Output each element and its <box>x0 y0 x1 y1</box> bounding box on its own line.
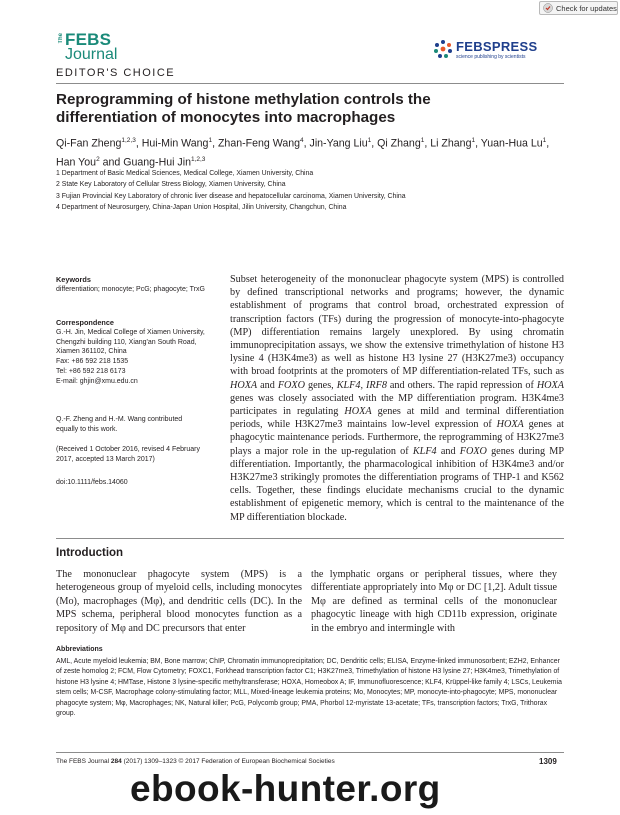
author-separator: , <box>475 137 481 150</box>
history-block <box>56 445 206 465</box>
author-list <box>56 133 566 171</box>
logo-the: The <box>58 33 64 44</box>
abbreviations-text: AML, Acute myeloid leukemia; BM, Bone marrow; ChIP, Chromatin immunoprecipitation; DC, Dendritic cells; ELISA, Enzyme-linked immunosorbent; EZH2, Enhancer of zeste homolog 2; FCM, Flow Cytometry; FOXC1, Forkhead transcription factor C1; H3K27me3, Trimethylation of histone H3 lysine 27; H3K4me3, Trimethylation of histone H3 lysine 4; HMTase, Histone 3 lysine-specific methyltransferase; HOXA, Homeobox A; IF, Immunofluorescence; KLF4, Krüppel-like family 4; LSCs, Leukemia stem cells; M-CSF, Macrophage colony-stimulating factor; MLL, Mixed-lineage leukemia proteins; Mo, Monocytes; MP, monocyte-into-phagocyte; MPS, mononuclear phagocyte system; Mφ, Macrophages; NK, Natural killer; PcG, Polycomb group; PMA, Phorbol 12-myristate 13-acetate; TFs, transcription factors; TrxG, Trithorax group. <box>56 658 562 718</box>
gene-name: FOXO <box>459 445 487 457</box>
keywords-block <box>56 275 206 295</box>
correspondence-email[interactable]: E-mail: ghjin@xmu.edu.cn <box>56 377 138 385</box>
author-name: Qi-Fan Zheng <box>56 137 122 150</box>
abbreviations-heading: Abbreviations <box>56 646 103 653</box>
logo-febs: FEBS <box>65 30 112 49</box>
footer-journal: The FEBS Journal <box>56 758 111 765</box>
author-affiliation-marker: 2 <box>96 156 100 164</box>
author-separator: , <box>303 137 310 150</box>
abstract-text: genes during MP differentiation. Importantly, the pharmacological inhibition of H3K4me3 and/or H3K27me3 strikingly promotes the differentiation programs of THP-1 and K562 cells. Together, these findings elucidate mechanisms crucial to the dynamic establishment of epigenetic memory, which is central to the maintenance of the MP differentiation blockade. <box>230 445 564 523</box>
febs-press-tagline: science publishing by scientists <box>456 54 526 60</box>
affiliations <box>56 168 566 214</box>
gene-name: HOXA <box>230 379 258 391</box>
keywords-text: differentiation; monocyte; PcG; phagocyte; TrxG <box>56 285 205 293</box>
history-text: (Received 1 October 2016, revised 4 February 2017, accepted 13 March 2017) <box>56 446 200 463</box>
gene-name: HOXA <box>496 419 524 431</box>
gene-name: KLF4, IRF8 <box>336 379 387 391</box>
abstract-text: genes at phagocytic maintenance periods. Furthermore, the reprogramming of H3K27me3 plays a major role in the up-regulation of <box>230 419 564 457</box>
equal-contribution-text: Q.-F. Zheng and H.-M. Wang contributed equally to this work. <box>56 416 183 433</box>
footer-citation <box>56 758 335 765</box>
check-for-updates-button[interactable] <box>539 1 618 15</box>
author-affiliation-marker: 4 <box>300 137 304 144</box>
author-separator: , <box>546 137 550 150</box>
abstract-text: Subset heterogeneity of the mononuclear phagocyte system (MPS) is controlled by defined transcriptional networks and programs; however, the dynamic establishment of programs that control broad, orchestrated expression of transcription factors (TFs) during the progression of monocyte-into-phagocyte (MP) differentiation remains largely unexplored. By using chromatin immunoprecipitation assays, we show the extensive trimethylation of histone H3 lysine 4 (H3K4me3) as well as histone H3 lysine 27 (H3K27me3) occupancy with broad footprints at the promoters of MP differentiation-related TFs, such as <box>230 274 564 378</box>
gene-name: HOXA <box>344 406 372 418</box>
affiliation-1: 1 Department of Basic Medical Sciences, Medical College, Xiamen University, China <box>56 170 314 177</box>
affiliation-2: 2 State Key Laboratory of Cellular Stress Biology, Xiamen University, China <box>56 181 286 189</box>
gene-name: FOXO <box>277 379 305 391</box>
watermark: ebook-hunter.org <box>130 768 441 809</box>
author-affiliation-marker: 1 <box>208 137 213 144</box>
author-name: Zhan-Feng Wang <box>217 137 300 150</box>
introduction-left-column: The mononuclear phagocyte system (MPS) is a heterogeneous group of myeloid cells, including monocytes (Mo), macrophages (Mφ), and dendritic cells (DC). In the MPS schema, peripheral blood monocytes function as a repository of Mφ and DC precursors that enter <box>56 569 302 634</box>
check-for-updates-label: Check for updates <box>556 3 617 13</box>
abstract <box>230 273 564 524</box>
title-line-1: Reprogramming of histone methylation controls the <box>56 91 431 108</box>
footer-divider <box>56 752 564 753</box>
title-line-2: differentiation of monocytes into macrophages <box>56 109 396 126</box>
equal-contribution-note <box>56 415 206 435</box>
author-name: Hui-Min Wang <box>141 137 209 150</box>
author-separator: , <box>212 137 218 150</box>
correspondence-block <box>56 318 206 387</box>
footer-copyright: (2017) 1309–1323 © 2017 Federation of European Biochemical Societies <box>121 758 335 765</box>
author-affiliation-marker: 1 <box>420 137 425 144</box>
logo-journal: Journal <box>65 46 118 63</box>
correspondence-address: G.-H. Jin, Medical College of Xiamen University, Chengzhi building 110, Xiang'an South Road, Xiamen 361102, China <box>56 328 205 356</box>
author-name: Yuan-Hua Lu <box>480 137 543 150</box>
doi-block <box>56 478 206 488</box>
abstract-text: genes, <box>305 379 337 391</box>
author-separator: and <box>99 156 124 169</box>
gene-name: HOXA <box>536 379 564 391</box>
introduction-heading: Introduction <box>56 547 124 559</box>
author-name: Qi Zhang <box>377 137 421 150</box>
author-name: Han You <box>56 156 97 169</box>
crossmark-icon <box>543 3 553 13</box>
section-label: EDITOR'S CHOICE <box>56 67 176 79</box>
affiliation-4: 4 Department of Neurosurgery, China-Japan Union Hospital, Jilin University, Changchun, China <box>56 204 347 212</box>
article-title <box>56 91 566 127</box>
doi-text[interactable]: doi:10.1111/febs.14060 <box>56 479 128 486</box>
abstract-text: and <box>436 445 460 457</box>
gene-name: KLF4 <box>412 445 437 457</box>
febs-press-emblem-icon <box>432 38 454 60</box>
correspondence-fax: Fax: +86 592 218 1535 <box>56 358 129 366</box>
page-number: 1309 <box>539 757 557 766</box>
affiliation-3: 3 Fujian Provincial Key Laboratory of chronic liver disease and hepatocellular carcinoma, Xiamen University, China <box>56 192 406 200</box>
author-affiliation-marker: 1,2,3 <box>190 156 206 164</box>
author-affiliation-marker: 1,2,3 <box>121 137 136 144</box>
febs-journal-logo <box>56 30 126 70</box>
author-separator: , <box>424 137 431 150</box>
header-divider <box>56 83 564 84</box>
abstract-text: and <box>257 379 278 391</box>
footer-volume: 284 <box>110 758 122 765</box>
correspondence-heading: Correspondence <box>56 318 114 327</box>
section-divider <box>56 538 564 539</box>
correspondence-tel: Tel: +86 592 218 6173 <box>56 367 126 375</box>
author-affiliation-marker: 1 <box>471 137 476 144</box>
febs-press-name: FEBSPRESS <box>456 39 538 54</box>
author-separator: , <box>135 137 142 150</box>
abstract-text: and others. The rapid repression of <box>386 379 537 391</box>
author-affiliation-marker: 1 <box>367 137 372 144</box>
introduction-right-column: the lymphatic organs or peripheral tissues, where they differentiate appropriately into Mφ or DC [1,2]. Adult tissue Mφ are defined as terminal cells of the mononuclear phagocytic lineage with high CD11b expression, originate in the embryo and intermingle with <box>311 569 557 634</box>
abstract-text: genes at mild and terminal differentiation periods, while H3K27me3 maintains low-level expression of <box>230 406 564 431</box>
abstract-text: genes was closely associated with the MP differentiation program. H3K4me3 participates in regulating <box>230 392 564 418</box>
author-affiliation-marker: 1 <box>542 137 547 144</box>
keywords-heading: Keywords <box>56 275 91 284</box>
author-name: Li Zhang <box>430 137 472 150</box>
author-separator: , <box>371 137 378 150</box>
febs-press-logo <box>432 38 562 62</box>
author-name: Jin-Yang Liu <box>309 137 368 150</box>
author-name: Guang-Hui Jin <box>123 156 191 169</box>
